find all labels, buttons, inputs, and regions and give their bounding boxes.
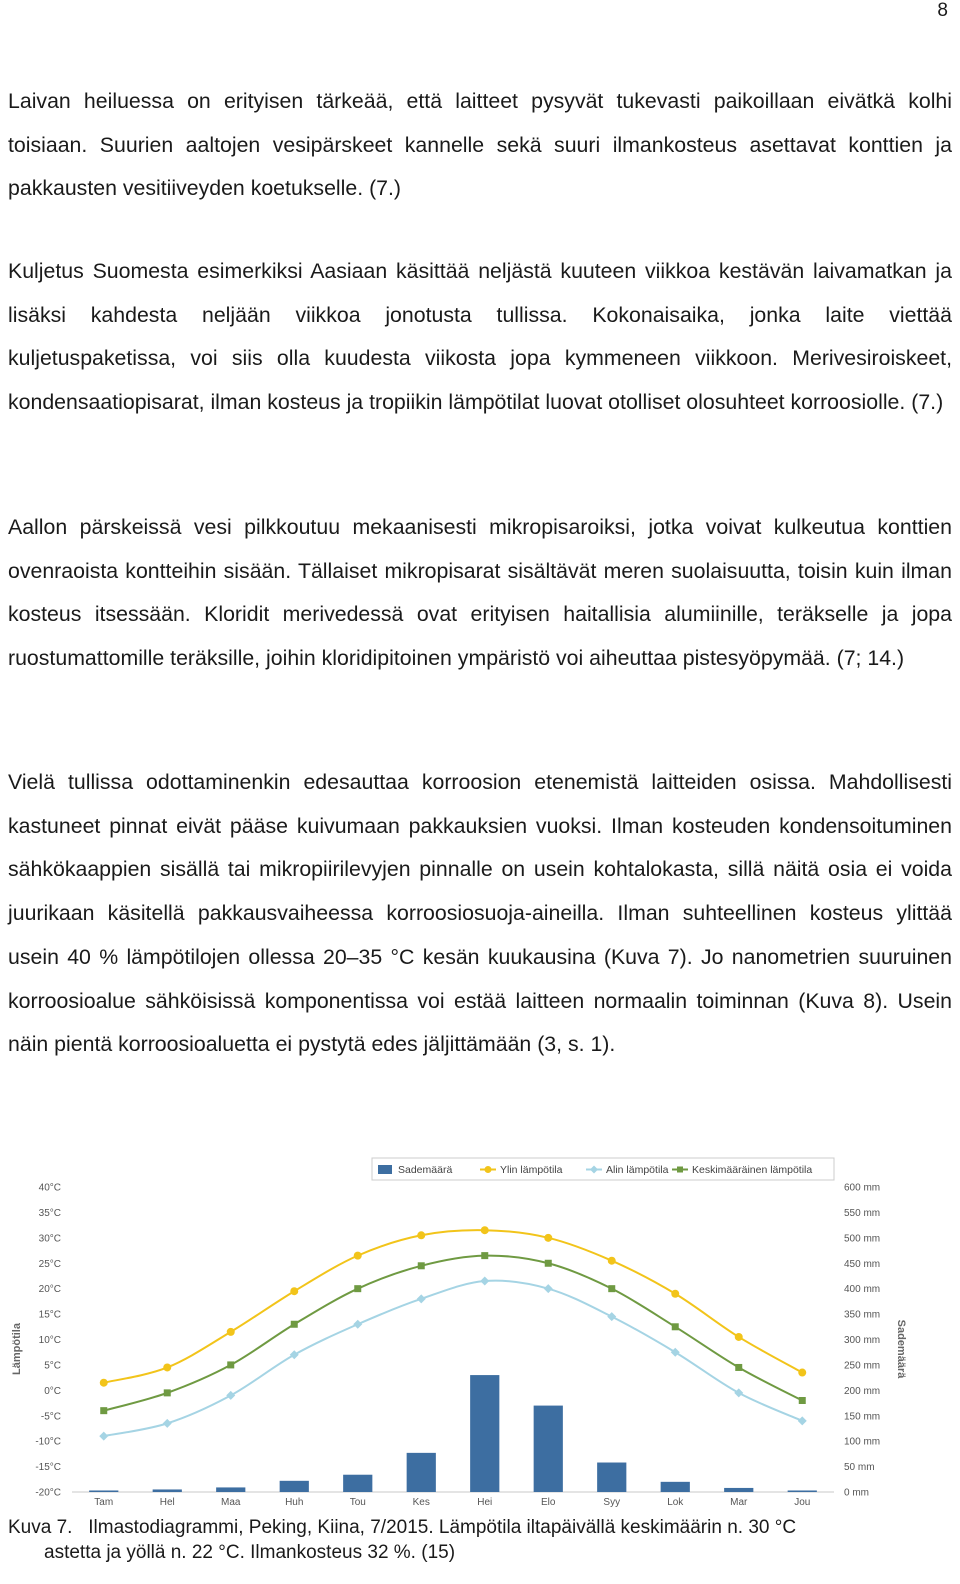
precipitation-bar <box>597 1463 626 1492</box>
caption-line-2: astetta ja yöllä n. 22 °C. Ilmankosteus 32 %. (15) <box>44 1542 456 1563</box>
left-tick-label: 30°C <box>38 1233 61 1245</box>
temperature-point <box>99 1432 108 1441</box>
temperature-point <box>480 1277 489 1286</box>
precipitation-bar <box>280 1481 309 1492</box>
paragraph-4: Vielä tullissa odottaminenkin edesauttaa korroosion etenemistä laitteiden osissa. Mahdollisesti kastuneet pinnat eivät pääse kuivumaan pakkauksien vuoksi. Ilman kosteuden kondensoituminen sähkökaappien sisällä tai mikropiirilevyjen pinnalle on usein kohtalokasta, sillä näitä osia ei voida juurikaan käsitellä pakkausvaiheessa korroosiosuoja-aineilla. Ilman suhteellinen kosteus ylittää usein 40 % lämpötilojen ollessa 20–35 °C kesän kuukausina (Kuva 7). Jo nanometrien suuruinen korroosioalue sähköisissä komponentissa voi estää laitteen normaalin toiminnan (Kuva 8). Usein näin pientä korroosioaluetta ei pystytä edes jäljittämään (3, s. 1). <box>8 770 952 1057</box>
precipitation-bar <box>343 1475 372 1492</box>
right-tick-label: 150 mm <box>844 1411 881 1423</box>
x-tick-label: Mar <box>730 1497 748 1508</box>
temperature-point <box>671 1290 679 1298</box>
x-tick-label: Syy <box>603 1497 621 1508</box>
temperature-point <box>735 1364 742 1371</box>
temperature-point <box>608 1285 615 1292</box>
temperature-point <box>481 1252 488 1259</box>
temperature-point <box>227 1328 235 1336</box>
page-number: 8 <box>937 0 948 21</box>
left-tick-label: -20°C <box>35 1487 61 1499</box>
caption-label: Kuva 7. <box>8 1517 73 1538</box>
temperature-point <box>354 1285 361 1292</box>
right-tick-label: 0 mm <box>844 1487 869 1499</box>
legend-swatch <box>378 1165 392 1174</box>
left-tick-label: 25°C <box>38 1258 61 1270</box>
right-tick-label: 500 mm <box>844 1233 881 1245</box>
right-axis-title: Sademäärä <box>895 1319 907 1379</box>
temperature-point <box>798 1369 806 1377</box>
x-tick-label: Tou <box>349 1497 366 1508</box>
temperature-point <box>607 1312 616 1321</box>
left-tick-label: 5°C <box>44 1360 61 1372</box>
temperature-point <box>545 1260 552 1267</box>
right-axis-ticks <box>844 1183 880 1499</box>
x-tick-label: Elo <box>541 1497 556 1508</box>
x-tick-label: Huh <box>285 1497 304 1508</box>
temperature-point <box>608 1257 616 1265</box>
right-tick-label: 200 mm <box>844 1385 881 1397</box>
legend-label: Ylin lämpötila <box>500 1164 563 1176</box>
precipitation-bar <box>661 1482 690 1492</box>
temperature-point <box>734 1388 743 1397</box>
left-tick-label: 10°C <box>38 1335 61 1346</box>
precipitation-bar <box>534 1406 563 1492</box>
x-tick-label: Lok <box>667 1497 684 1508</box>
temperature-point <box>291 1321 298 1328</box>
chart-legend <box>372 1158 834 1180</box>
left-tick-label: 20°C <box>38 1284 61 1296</box>
precipitation-bar <box>470 1375 499 1492</box>
temperature-point <box>353 1320 362 1329</box>
caption-line-1 <box>8 1515 952 1540</box>
legend-label: Sademäärä <box>398 1164 453 1176</box>
paragraph-2: Kuljetus Suomesta esimerkiksi Aasiaan käsittää neljästä kuuteen viikkoa kestävän laivamatkan ja lisäksi kahdesta neljään viikkoa jonotusta tullissa. Kokonaisaika, jonka laite viettää kuljetuspaketissa, voi siis olla kuudesta viikosta jopa kymmeneen viikkoon. Merivesiroiskeet, kondensaatiopisarat, ilman kosteus ja tropiikin lämpötilat luovat otolliset olosuhteet korroosiolle. (7.) <box>8 259 952 415</box>
climate-chart <box>6 1154 946 1510</box>
right-tick-label: 350 mm <box>844 1309 881 1321</box>
right-tick-label: 400 mm <box>844 1284 881 1296</box>
left-tick-label: 40°C <box>38 1182 61 1194</box>
x-tick-label: Kes <box>412 1497 430 1508</box>
climate-chart-svg <box>6 1154 946 1510</box>
temperature-point <box>798 1416 807 1425</box>
paragraph-1: Laivan heiluessa on erityisen tärkeää, että laitteet pysyvät tukevasti paikoillaan eivätkä kolhi toisiaan. Suurien aaltojen vesipärskeet kannelle sekä suuri ilmankosteus asettavat konttien ja pakkausten vesitiiveyden koetukselle. (7.) <box>8 89 952 201</box>
right-tick-label: 50 mm <box>844 1462 875 1474</box>
right-tick-label: 550 mm <box>844 1207 881 1219</box>
temperature-line <box>104 1230 803 1383</box>
temperature-point <box>290 1350 299 1359</box>
temperature-line <box>104 1256 803 1411</box>
precipitation-bar <box>407 1453 436 1492</box>
temperature-point <box>100 1407 107 1414</box>
temperature-point <box>163 1419 172 1428</box>
x-axis-ticks <box>94 1497 810 1508</box>
precipitation-bar <box>89 1490 118 1492</box>
temperature-point <box>100 1379 108 1387</box>
paragraph-3: Aallon pärskeissä vesi pilkkoutuu mekaanisesti mikropisaroiksi, jotka voivat kulkeutua konttien ovenraoista kontteihin sisään. Tällaiset mikropisarat sisältävät meren suolaisuutta, toisin kuin ilman kosteus itsessään. Kloridit merivedessä ovat erityisen haitallisia alumiinille, teräkselle ja jopa ruostumattomille teräksille, joihin kloridipitoinen ympäristö voi aiheuttaa pistesyöpymää. (7; 14.) <box>8 515 952 671</box>
precipitation-bars <box>89 1375 817 1492</box>
legend-label: Keskimääräinen lämpötila <box>692 1164 813 1176</box>
temperature-lines <box>99 1226 807 1440</box>
temperature-point <box>544 1284 553 1293</box>
temperature-point <box>671 1348 680 1357</box>
x-tick-label: Maa <box>221 1497 241 1508</box>
temperature-point <box>417 1231 425 1239</box>
left-tick-label: -10°C <box>35 1436 61 1448</box>
temperature-point <box>799 1397 806 1404</box>
caption-text-1: Ilmastodiagrammi, Peking, Kiina, 7/2015. Lämpötila iltapäivällä keskimäärin n. 30 °C <box>88 1517 797 1538</box>
temperature-point <box>417 1294 426 1303</box>
left-tick-label: 35°C <box>38 1207 61 1219</box>
x-tick-label: Hel <box>159 1497 175 1508</box>
temperature-point <box>481 1226 489 1234</box>
left-tick-label: -15°C <box>35 1462 61 1474</box>
legend-marker <box>485 1166 492 1173</box>
right-tick-label: 300 mm <box>844 1335 881 1346</box>
left-tick-label: 15°C <box>38 1309 61 1321</box>
temperature-point <box>227 1361 234 1368</box>
precipitation-bar <box>788 1490 817 1492</box>
temperature-point <box>163 1363 171 1371</box>
temperature-point <box>290 1287 298 1295</box>
temperature-point <box>226 1391 235 1400</box>
left-axis-title: Lämpötila <box>11 1323 23 1375</box>
left-tick-label: -5°C <box>40 1411 61 1423</box>
temperature-point <box>164 1389 171 1396</box>
precipitation-bar <box>153 1489 182 1492</box>
temperature-point <box>544 1234 552 1242</box>
temperature-line <box>104 1281 803 1436</box>
x-tick-label: Hei <box>477 1497 493 1508</box>
right-tick-label: 100 mm <box>844 1436 881 1448</box>
right-tick-label: 250 mm <box>844 1360 881 1372</box>
left-axis-ticks <box>35 1183 61 1499</box>
x-tick-label: Jou <box>794 1497 811 1508</box>
temperature-point <box>354 1252 362 1260</box>
precipitation-bar <box>216 1487 245 1492</box>
left-tick-label: 0°C <box>44 1385 61 1397</box>
temperature-point <box>735 1333 743 1341</box>
legend-marker <box>677 1167 683 1173</box>
precipitation-bar <box>724 1488 753 1492</box>
legend-label: Alin lämpötila <box>606 1164 669 1176</box>
temperature-point <box>672 1323 679 1330</box>
temperature-point <box>418 1262 425 1269</box>
right-tick-label: 450 mm <box>844 1258 881 1270</box>
figure-caption <box>8 1515 952 1565</box>
right-tick-label: 600 mm <box>844 1182 881 1194</box>
x-tick-label: Tam <box>94 1497 114 1508</box>
